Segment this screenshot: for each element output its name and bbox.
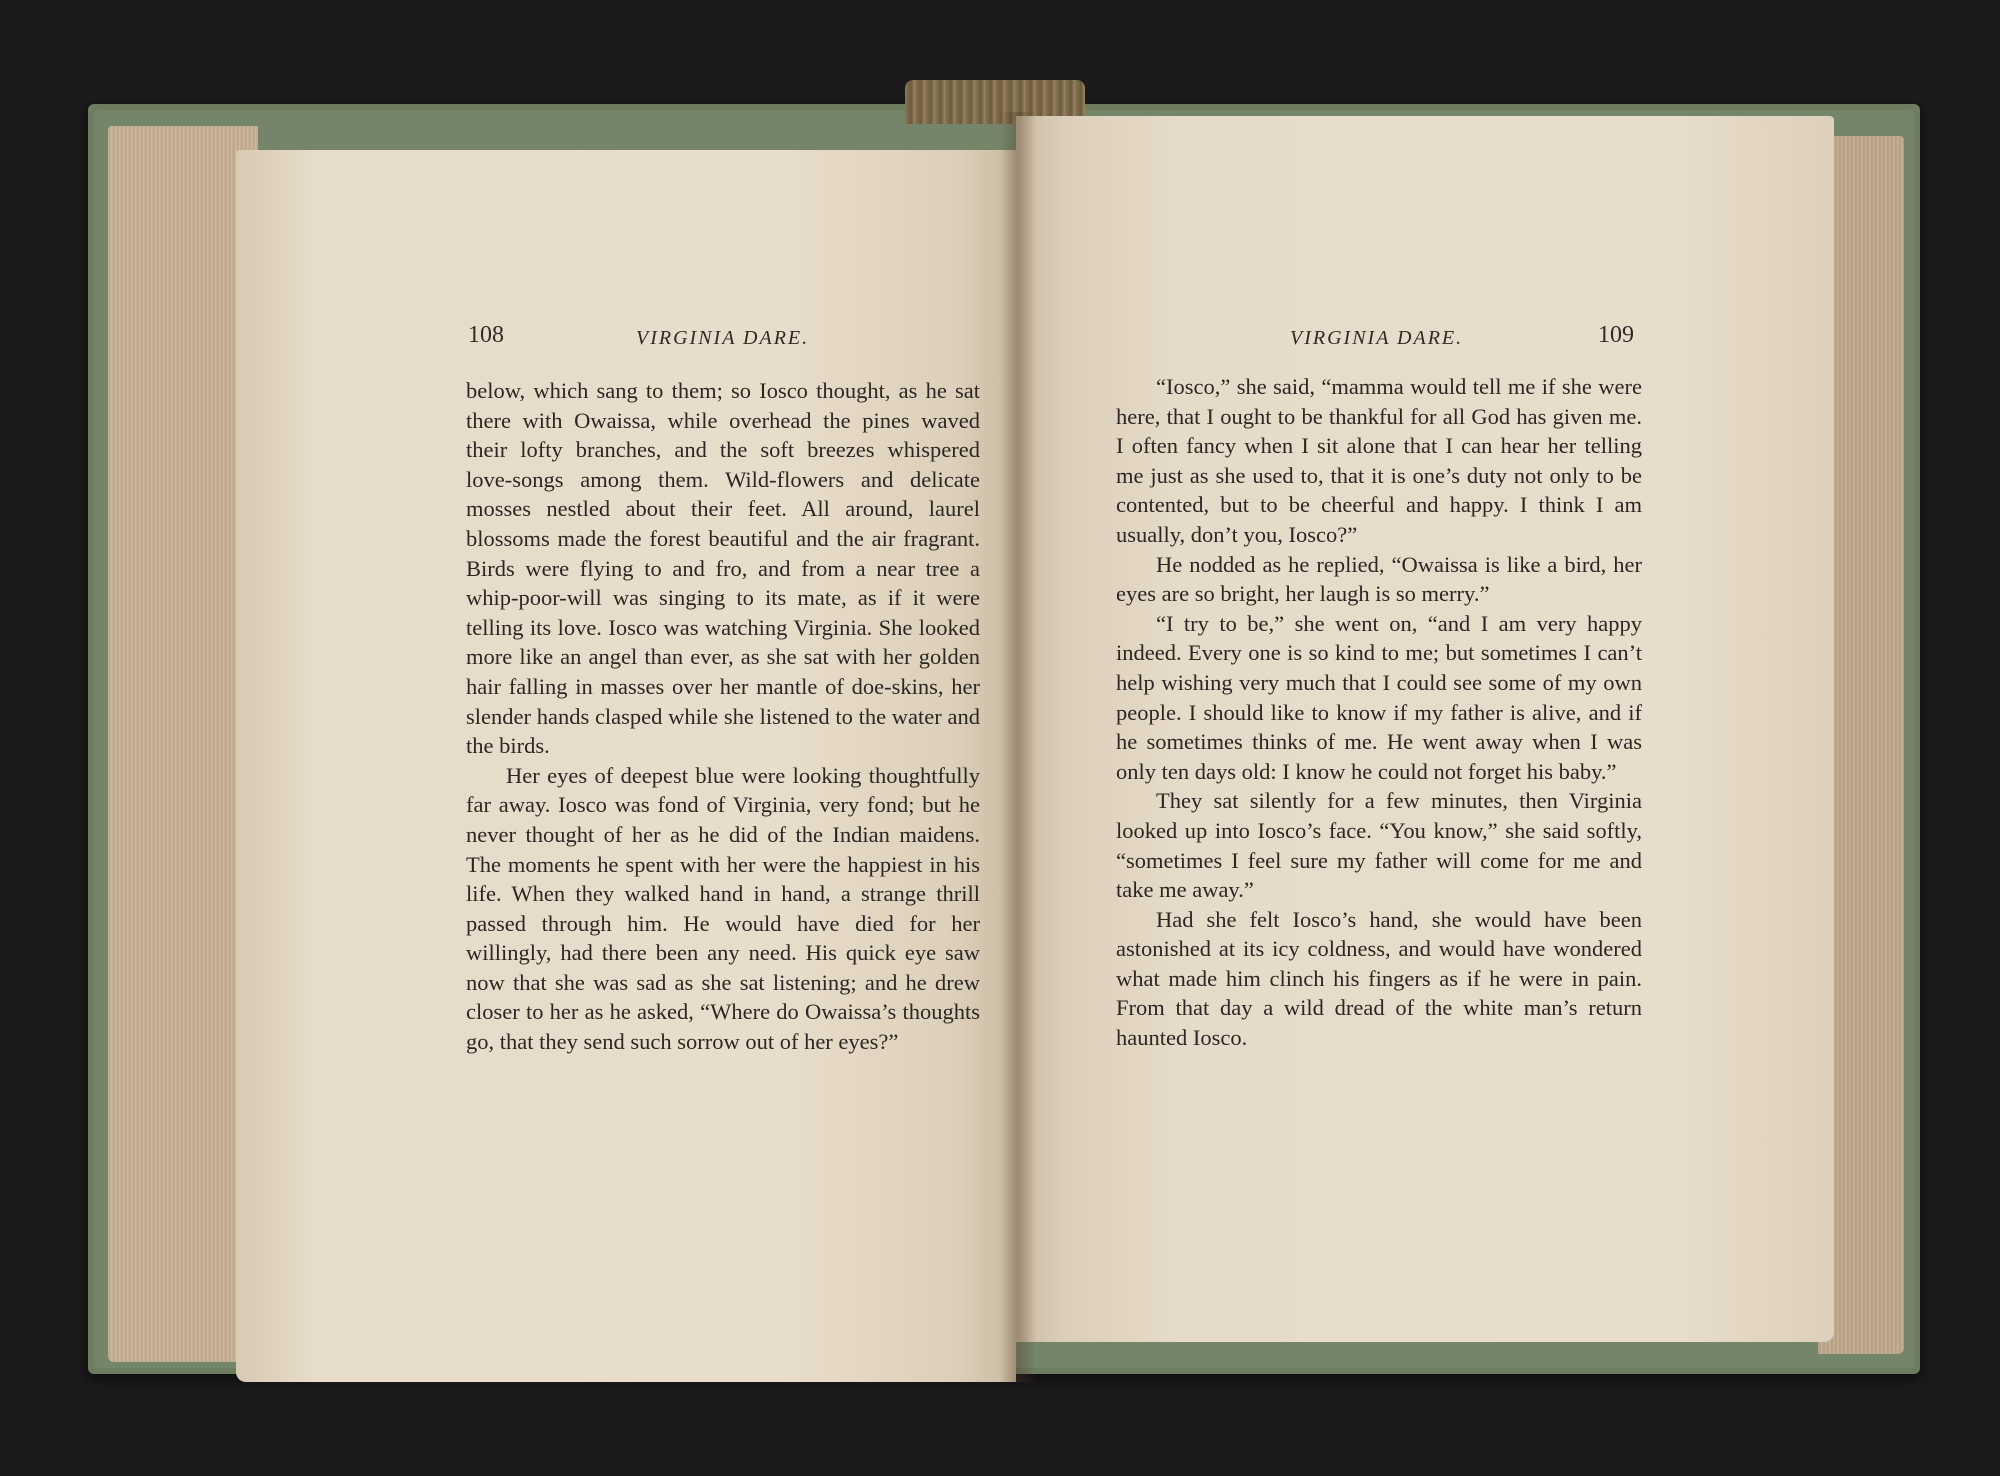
right-running-title: VIRGINIA DARE. <box>1290 327 1464 349</box>
paragraph: below, which sang to them; so Iosco thought, as he sat there with Owaissa, while overhead the pines waved their lofty branches, and the soft breezes whispered love-songs among them. Wild-flowers and delicate mosses nestled about their feet. All around, laurel blossoms made the forest beautiful and the air fragrant. Birds were flying to and fro, and from a near tree a whip-poor-will was singing to its mate, as if it were telling its love. Iosco was watching Virginia. She looked more like an angel than ever, as she sat with her golden hair falling in masses over her mantle of doe-skins, her slender hands clasped while she listened to the water and the birds. <box>466 378 980 759</box>
paragraph: “Iosco,” she said, “mamma would tell me if she were here, that I ought to be thankful for all God has given me. I often fancy when I sit alone that I can hear her telling me just as she used to, that it is one’s duty not only to be contented, but to be cheerful and happy. I think I am usually, don’t you, Iosco?” <box>1116 374 1642 547</box>
paragraph: He nodded as he replied, “Owaissa is like a bird, her eyes are so bright, her laugh is so merry.” <box>1116 551 1642 607</box>
left-page-number: 108 <box>468 322 504 348</box>
paragraph: They sat silently for a few minutes, then Virginia looked up into Iosco’s face. “You know,” she said softly, “sometimes I feel sure my father will come for me and take me away.” <box>1116 788 1642 903</box>
right-page-text <box>1116 372 1642 1053</box>
paragraph: Her eyes of deepest blue were looking thoughtfully far away. Iosco was fond of Virginia, very fond; but he never thought of her as he did of the Indian maidens. The moments he spent with her were the happiest in his life. When they walked hand in hand, a strange thrill passed through him. He would have died for her willingly, had there been any need. His quick eye saw now that she was sad as she sat listening; and he drew closer to her as he asked, “Where do Owaissa’s thoughts go, that they send such sorrow out of her eyes?” <box>466 762 980 1055</box>
right-page-number: 109 <box>1598 322 1634 348</box>
book-gutter <box>1000 112 1036 1382</box>
left-running-title: VIRGINIA DARE. <box>636 327 810 349</box>
paragraph: “I try to be,” she went on, “and I am very happy indeed. Every one is so kind to me; but sometimes I can’t help wishing very much that I could see some of my own people. I should like to know if my father is alive, and if he sometimes thinks of me. He went away when I was only ten days old: I know he could not forget his baby.” <box>1116 610 1642 784</box>
paragraph: Had she felt Iosco’s hand, she would have been astonished at its icy coldness, and would have wondered what made him clinch his fingers as if he were in pain. From that day a wild dread of the white man’s return haunted Iosco. <box>1116 906 1642 1051</box>
left-page-text <box>466 376 980 1057</box>
